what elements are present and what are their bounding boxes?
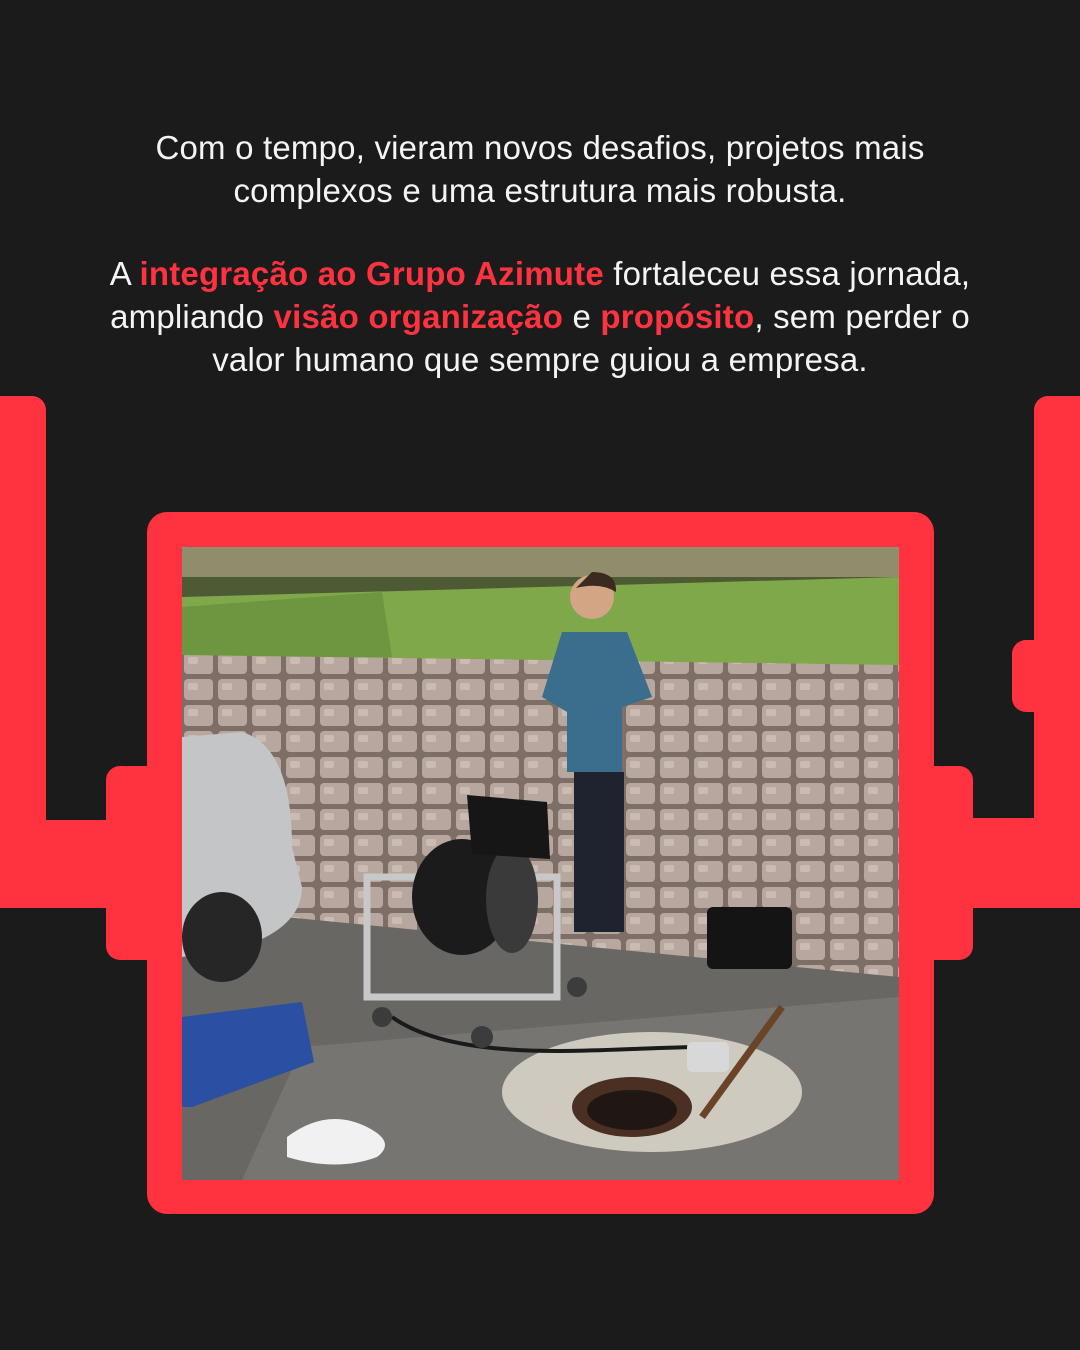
photo-frame: [147, 512, 934, 1214]
right-pipe-bracket: [1012, 640, 1080, 712]
field-work-photo: [182, 547, 899, 1180]
intro-text: [100, 126, 980, 381]
paragraph-integration: A integração ao Grupo Azimute fortaleceu essa jornada, ampliando visão organização e propósito, sem perder o valor humano que sempre guiou a empresa.: [109, 255, 971, 378]
highlight-integration: integração ao Grupo Azimute: [139, 255, 604, 292]
highlight-organization: organização: [368, 298, 564, 335]
highlight-purpose: propósito: [600, 298, 755, 335]
photo-illustration: [182, 547, 899, 1180]
highlight-vision: visão: [273, 298, 359, 335]
paragraph-challenges: Com o tempo, vieram novos desafios, projetos mais complexos e uma estrutura mais robusta.: [155, 129, 925, 209]
